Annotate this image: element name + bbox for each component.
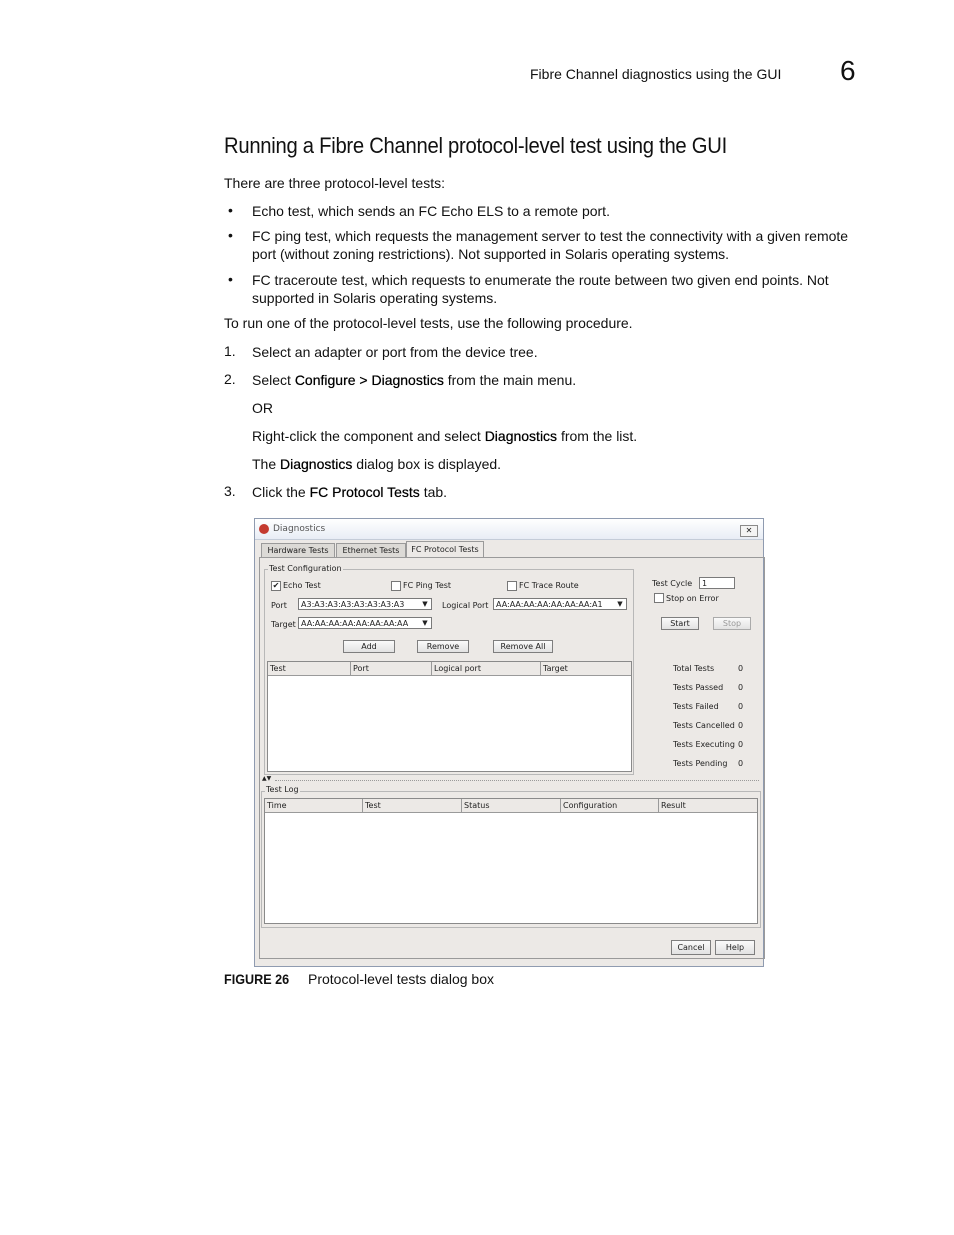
table-header [265, 799, 757, 813]
stat-value: 0 [738, 702, 744, 711]
menu-path: Configure > Diagnostics [294, 372, 444, 388]
tab-name: FC Protocol Tests [309, 484, 420, 500]
figure-label: FIGURE 26 [224, 971, 290, 987]
close-icon[interactable]: ✕ [740, 525, 758, 537]
remove-button[interactable]: Remove [417, 640, 469, 653]
app-icon [259, 524, 269, 534]
test-log-table[interactable] [264, 798, 758, 924]
help-button[interactable]: Help [715, 940, 755, 955]
column-header[interactable]: Port [351, 662, 432, 675]
add-button[interactable]: Add [343, 640, 395, 653]
stat-value: 0 [738, 683, 744, 692]
step-3 [252, 483, 447, 501]
stat-label: Tests Failed [673, 702, 719, 711]
column-header[interactable]: Target [543, 664, 568, 673]
column-header[interactable]: Time [265, 799, 363, 812]
logical-port-label: Logical Port [442, 601, 489, 610]
test-config-table[interactable] [267, 661, 632, 772]
column-header[interactable]: Result [661, 801, 686, 810]
column-header[interactable]: Test [268, 662, 351, 675]
or-text: OR [252, 400, 273, 416]
test-cycle-label: Test Cycle [652, 579, 693, 588]
step-number: 2. [224, 371, 236, 387]
chapter-number: 6 [840, 55, 856, 86]
table-header [268, 662, 631, 676]
stop-on-error-checkbox[interactable] [654, 593, 664, 603]
dialog-title: Diagnostics [273, 524, 326, 534]
remove-all-button[interactable]: Remove All [493, 640, 553, 653]
bullet-icon: • [228, 202, 233, 218]
stat-label: Tests Cancelled [673, 721, 735, 730]
port-value: A3:A3:A3:A3:A3:A3:A3:A3 [301, 600, 405, 609]
disp-pre: The [252, 456, 281, 472]
rc-pre: Right-click the component and select [252, 428, 485, 444]
stop-button[interactable]: Stop [713, 617, 751, 630]
step-1: Select an adapter or port from the device tree. [252, 344, 538, 360]
splitter-arrows-icon[interactable]: ▲▼ [262, 775, 272, 782]
step-2 [252, 371, 576, 389]
stat-label: Total Tests [673, 664, 715, 673]
figure-caption: Protocol-level tests dialog box [308, 971, 494, 987]
fc-trace-route-label: FC Trace Route [519, 581, 579, 590]
stat-value: 0 [738, 721, 744, 730]
cancel-button[interactable]: Cancel [671, 940, 711, 955]
diagnostics-dialog [254, 518, 764, 967]
bullet-echo: Echo test, which sends an FC Echo ELS to a remote port. [252, 203, 610, 219]
stat-label: Tests Passed [673, 683, 724, 692]
fc-trace-route-checkbox[interactable] [507, 581, 517, 591]
bullet-icon: • [228, 271, 233, 287]
target-value: AA:AA:AA:AA:AA:AA:AA:AA [301, 619, 409, 628]
start-button[interactable]: Start [661, 617, 699, 630]
s3-pre: Click the [252, 484, 310, 500]
right-click-text [252, 427, 637, 445]
port-label: Port [271, 601, 287, 610]
bullet-ping: FC ping test, which requests the management server to test the connectivity with a given remote port (without zoning restrictions). Not supported in Solaris operating systems. [252, 228, 849, 262]
stat-label: Tests Pending [673, 759, 728, 768]
test-cycle-input[interactable]: 1 [699, 577, 735, 589]
target-select[interactable] [298, 617, 432, 629]
menu-item-name: Diagnostics [484, 428, 558, 444]
column-header[interactable]: Test [363, 799, 462, 812]
s3-post: tab. [419, 484, 448, 500]
echo-test-checkbox[interactable]: ✔ [272, 581, 280, 590]
chevron-down-icon: ▼ [617, 600, 623, 608]
displayed-text [252, 455, 501, 473]
rc-post: from the list. [557, 428, 638, 444]
step-number: 1. [224, 343, 236, 359]
disp-post: dialog box is displayed. [352, 456, 502, 472]
tab-ethernet-tests[interactable]: Ethernet Tests [336, 543, 406, 557]
stop-on-error-label: Stop on Error [666, 594, 719, 603]
stat-value: 0 [738, 759, 744, 768]
bullet-traceroute: FC traceroute test, which requests to enumerate the route between two given end points. Not supported in Solaris operating systems. [252, 272, 829, 306]
step-number: 3. [224, 483, 236, 499]
bullet-icon: • [228, 227, 233, 243]
column-header[interactable]: Configuration [561, 799, 659, 812]
dialog-name: Diagnostics [280, 456, 353, 472]
tab-hardware-tests[interactable]: Hardware Tests [261, 543, 335, 557]
column-header[interactable]: Logical port [432, 662, 541, 675]
section-title: Running a Fibre Channel protocol-level test using the GUI [224, 133, 727, 158]
tab-fc-protocol-tests[interactable]: FC Protocol Tests [406, 541, 484, 558]
column-header[interactable]: Status [462, 799, 561, 812]
port-select[interactable] [298, 598, 432, 610]
dialog-titlebar [255, 519, 763, 540]
target-label: Target [271, 620, 296, 629]
chevron-down-icon: ▼ [422, 600, 428, 608]
fc-ping-label: FC Ping Test [403, 581, 452, 590]
group-label: Test Configuration [269, 564, 342, 573]
procedure-intro: To run one of the protocol-level tests, use the following procedure. [224, 315, 633, 331]
step-2-post: from the main menu. [443, 372, 577, 388]
group-label: Test Log [266, 785, 299, 794]
stat-label: Tests Executing [673, 740, 735, 749]
stat-value: 0 [738, 740, 744, 749]
echo-test-label: Echo Test [283, 581, 321, 590]
logical-port-select[interactable] [493, 598, 627, 610]
chevron-down-icon: ▼ [422, 619, 428, 627]
step-2-pre: Select [252, 372, 295, 388]
intro-text: There are three protocol-level tests: [224, 175, 445, 191]
running-header: Fibre Channel diagnostics using the GUI [530, 66, 782, 82]
fc-ping-checkbox[interactable] [391, 581, 401, 591]
stat-value: 0 [738, 664, 744, 673]
logical-port-value: AA:AA:AA:AA:AA:AA:AA:A1 [496, 600, 603, 609]
splitter-divider[interactable] [275, 780, 759, 781]
